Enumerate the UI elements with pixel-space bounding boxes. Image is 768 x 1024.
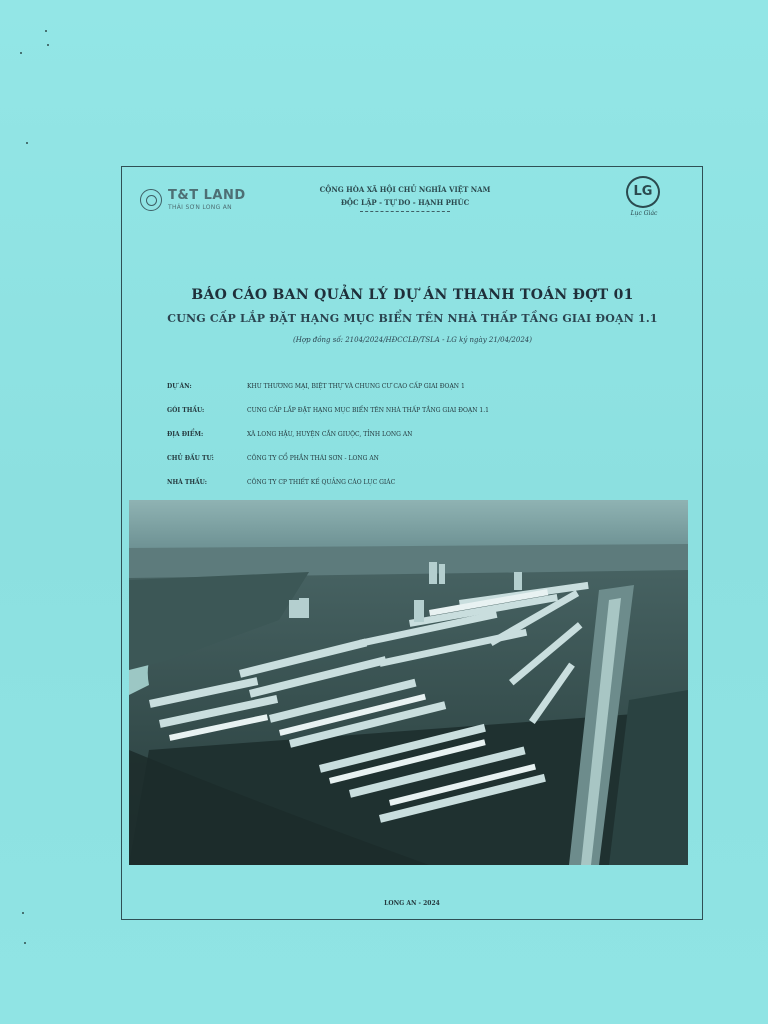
report-title: BÁO CÁO BAN QUẢN LÝ DỰ ÁN THANH TOÁN ĐỢT 01 <box>191 287 634 303</box>
info-label: ĐỊA ĐIỂM: <box>167 431 204 438</box>
national-line-1: CỘNG HÒA XÃ HỘI CHỦ NGHĨA VIỆT NAM <box>319 185 491 194</box>
aerial-rendering-image <box>129 500 688 865</box>
tt-land-logo <box>140 187 250 215</box>
info-value: KHU THƯƠNG MẠI, BIỆT THỰ VÀ CHUNG CƯ CAO CẤP GIAI ĐOẠN 1 <box>247 383 465 390</box>
logo-brand: T&T LAND <box>168 188 246 203</box>
scan-speck <box>22 912 24 914</box>
report-subtitle: CUNG CẤP LẮP ĐẶT HẠNG MỤC BIỂN TÊN NHÀ THẤP TẦNG GIAI ĐOẠN 1.1 <box>167 312 658 325</box>
info-label: DỰ ÁN: <box>167 383 192 390</box>
info-label: CHỦ ĐẦU TƯ: <box>167 455 214 462</box>
circle-lg-logo-icon: LG <box>626 176 660 208</box>
scan-speck <box>20 52 22 54</box>
contract-reference: (Hợp đồng số: 2104/2024/HĐCCLĐ/TSLA - LG ký ngày 21/04/2024) <box>293 336 532 344</box>
luc-giac-logo <box>618 176 670 226</box>
national-line-2: ĐỘC LẬP - TỰ DO - HẠNH PHÚC <box>340 198 470 207</box>
circle-emblem-icon <box>140 189 162 211</box>
info-value: CUNG CẤP LẮP ĐẶT HẠNG MỤC BIỂN TÊN NHÀ THẤP TẦNG GIAI ĐOẠN 1.1 <box>247 407 489 414</box>
scan-speck <box>47 44 49 46</box>
info-label: GÓI THẦU: <box>167 407 205 414</box>
national-motto <box>280 183 530 212</box>
scan-speck <box>24 942 26 944</box>
place-and-year: LONG AN - 2024 <box>384 900 440 907</box>
info-value: CÔNG TY CỔ PHẦN THÁI SƠN - LONG AN <box>247 455 379 462</box>
logo-subtitle: THÁI SƠN LONG AN <box>168 204 232 211</box>
scan-speck <box>26 142 28 144</box>
scan-speck <box>45 30 47 32</box>
info-value: XÃ LONG HẬU, HUYỆN CẦN GIUỘC, TỈNH LONG AN <box>247 431 413 438</box>
motto-divider <box>360 211 450 212</box>
info-label: NHÀ THẦU: <box>167 479 207 486</box>
logo-name: Lục Giác <box>630 210 658 217</box>
info-value: CÔNG TY CP THIẾT KẾ QUẢNG CÁO LỤC GIÁC <box>247 479 396 486</box>
